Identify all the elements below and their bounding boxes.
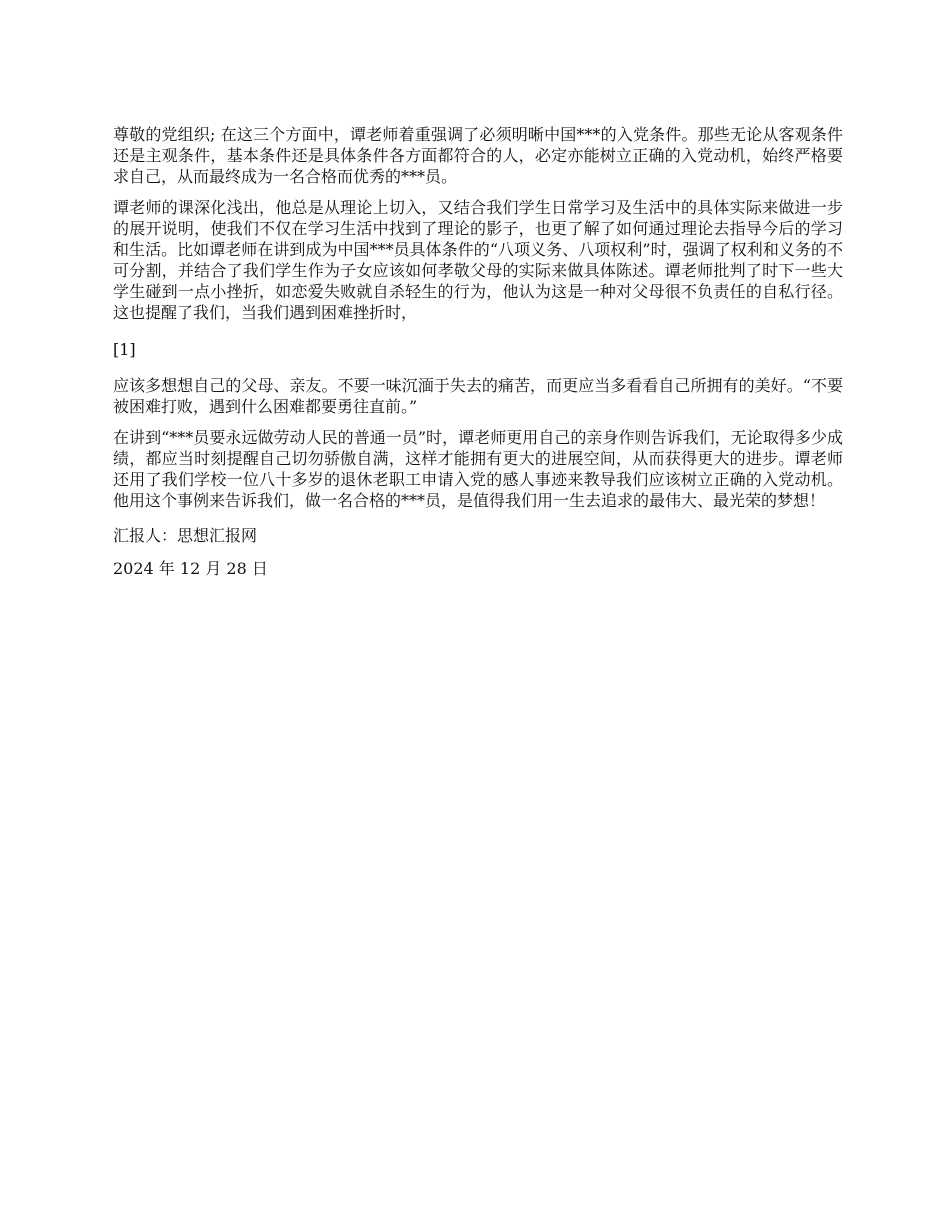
paragraph-intro: 尊敬的党组织; 在这三个方面中，谭老师着重强调了必须明晰中国***的入党条件。那些无论从客观条件还是主观条件，基本条件还是具体条件各方面都符合的人，必定亦能树立正确的入党动机，始终严格要求自己，从而最终成为一名合格而优秀的***员。 [113,125,843,186]
report-date: 2024 年 12 月 28 日 [113,559,268,578]
document-body [113,124,843,589]
footnote-marker: [1] [113,340,136,359]
paragraph-ordinary-member: 在讲到“***员要永远做劳动人民的普通一员”时，谭老师更用自己的亲身作则告诉我们，无论取得多少成绩，都应当时刻提醒自己切勿骄傲自满，这样才能拥有更大的进展空间，从而获得更大的进步。谭老师还用了我们学校一位八十多岁的退休老职工申请入党的感人事迹来教导我们应该树立正确的入党动机。他用这个事例来告诉我们，做一名合格的***员，是值得我们用一生去追求的最伟大、最光荣的梦想！ [113,428,843,510]
reporter-signature: 汇报人：思想汇报网 [113,526,258,545]
paragraph-class-review: 谭老师的课深化浅出，他总是从理论上切入，又结合我们学生日常学习及生活中的具体实际来做进一步的展开说明，使我们不仅在学习生活中找到了理论的影子，也更了解了如何通过理论去指导今后的学习和生活。比如谭老师在讲到成为中国***员具体条件的“八项义务、八项权利”时，强调了权利和义务的不可分割，并结合了我们学生作为子女应该如何孝敬父母的实际来做具体陈述。谭老师批判了时下一些大学生碰到一点小挫折，如恋爱失败就自杀轻生的行为，他认为这是一种对父母很不负责任的自私行径。这也提醒了我们，当我们遇到困难挫折时， [113,198,843,322]
paragraph-family-reflection: 应该多想想自己的父母、亲友。不要一味沉湎于失去的痛苦，而更应当多看看自己所拥有的美好。“不要被困难打败，遇到什么困难都要勇往直前。” [113,376,843,416]
